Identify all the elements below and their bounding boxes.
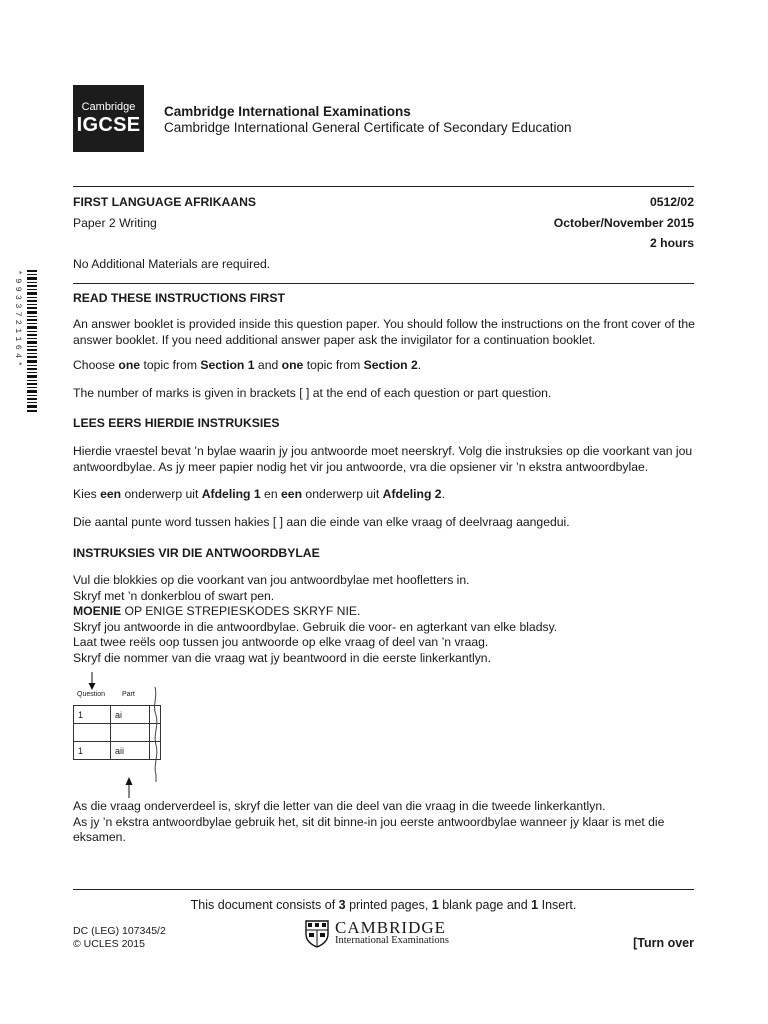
sample-cell-part: ai xyxy=(111,706,150,724)
sample-cell-part xyxy=(111,724,150,742)
text-run: topic from xyxy=(140,358,201,372)
document-page-count xyxy=(73,898,694,912)
exam-session: October/November 2015 xyxy=(553,216,694,230)
af-paragraph-punte: Die aantal punte word tussen hakies [ ] aan die einde van elke vraag of deelvraag aangedui. xyxy=(73,515,570,529)
af-paragraph-kies xyxy=(73,487,698,503)
logo-bottom-text: IGCSE xyxy=(76,114,141,136)
text-run: OP ENIGE STREPIESKODES SKRYF NIE. xyxy=(121,604,361,618)
paper-label: Paper 2 Writing xyxy=(73,216,157,230)
text-run: onderwerp uit xyxy=(302,487,383,501)
text-run: Kies xyxy=(73,487,101,501)
heading-lees-instruksies: LEES EERS HIERDIE INSTRUKSIES xyxy=(73,416,280,430)
text-run-bold: MOENIE xyxy=(73,604,122,618)
heading-read-instructions: READ THESE INSTRUCTIONS FIRST xyxy=(73,291,285,305)
en-paragraph-marks: The number of marks is given in brackets [ ] at the end of each question or part question. xyxy=(73,386,552,400)
text-run: Insert. xyxy=(538,898,577,912)
footer-reference xyxy=(73,925,166,951)
text-run: en xyxy=(260,487,282,501)
page-edge-icon xyxy=(151,687,161,782)
sample-margin-diagram xyxy=(73,672,173,802)
text-run-bold: Section 1 xyxy=(200,358,255,372)
booklet-instruction-lines-2 xyxy=(73,799,698,846)
org-subtitle: Cambridge International General Certificate of Secondary Education xyxy=(164,120,572,135)
arrow-up-icon xyxy=(124,776,134,798)
sample-table xyxy=(73,705,161,760)
text-run: onderwerp uit xyxy=(121,487,202,501)
sample-question-header: Question xyxy=(77,691,106,698)
crest-icon xyxy=(305,920,329,948)
igcse-logo xyxy=(73,85,144,152)
booklet-line: Skryf die nommer van die vraag wat jy beantwoord in die eerste linkerkantlyn. xyxy=(73,650,491,665)
sample-cell-question: 1 xyxy=(74,706,111,724)
sample-part-header: Part xyxy=(122,691,135,698)
booklet-line: Skryf jou antwoorde in die antwoordbylae. Gebruik die voor- en agterkant van elke bladsy. xyxy=(73,619,558,634)
af-paragraph-bylae: Hierdie vraestel bevat ’n bylae waarin jy jou antwoorde moet neerskryf. Volg die instruksies op die voorkant van jou antwoordbylae. As jy meer papier nodig het vir jou antwoorde, vra die opsiener vir ’n ekstra antwoordbylae. xyxy=(73,444,693,474)
sample-cell-question xyxy=(74,724,111,742)
cambridge-logo xyxy=(305,920,449,948)
text-run: . xyxy=(441,487,445,501)
footer-divider xyxy=(73,889,694,890)
text-run-bold: Afdeling 2 xyxy=(382,487,442,501)
document-ref: DC (LEG) 107345/2 xyxy=(73,925,166,937)
org-name: Cambridge International Examinations xyxy=(164,104,411,119)
paper-code: 0512/02 xyxy=(649,195,694,209)
text-run: . xyxy=(417,358,422,372)
booklet-line xyxy=(73,604,698,620)
barcode-digits: *9933721164* xyxy=(13,270,23,370)
cambridge-wordmark: CAMBRIDGE xyxy=(335,918,447,937)
booklet-line: As jy ’n ekstra antwoordbylae gebruik het, sit dit binne-in jou eerste antwoordbylae wanneer jy klaar is met die eksamen. xyxy=(73,814,665,844)
sample-row xyxy=(74,742,161,760)
text-run: and xyxy=(254,358,282,372)
text-run: printed pages, xyxy=(345,898,432,912)
text-run-bold: een xyxy=(281,487,303,501)
arrow-down-icon xyxy=(87,672,97,692)
text-run-bold: 1 xyxy=(531,898,539,912)
instructions-divider xyxy=(73,283,694,284)
text-run: blank page and xyxy=(438,898,532,912)
turn-over-note: [Turn over xyxy=(633,936,694,950)
en-paragraph-choose xyxy=(73,358,698,374)
booklet-line: Vul die blokkies op die voorkant van jou antwoordbylae met hoofletters in. xyxy=(73,573,470,587)
materials-note: No Additional Materials are required. xyxy=(73,257,271,271)
booklet-line: As die vraag onderverdeel is, skryf die letter van die deel van die vraag in die tweede linkerkantlyn. xyxy=(73,799,606,813)
booklet-line: Skryf met ’n donkerblou of swart pen. xyxy=(73,588,275,603)
text-run: This document consists of xyxy=(190,898,339,912)
booklet-line: Laat twee reëls oop tussen jou antwoorde op elke vraag of deel van ’n vraag. xyxy=(73,635,489,649)
sample-row xyxy=(74,706,161,724)
barcode-icon xyxy=(27,270,37,412)
subject-title: FIRST LANGUAGE AFRIKAANS xyxy=(73,195,257,209)
logo-top-text: Cambridge xyxy=(81,101,136,113)
sample-row xyxy=(74,724,161,742)
text-run: topic from xyxy=(303,358,364,372)
text-run: Choose xyxy=(73,358,119,372)
heading-antwoordbylae: INSTRUKSIES VIR DIE ANTWOORDBYLAE xyxy=(73,546,320,560)
exam-duration: 2 hours xyxy=(649,236,694,250)
text-run-bold: Afdeling 1 xyxy=(201,487,261,501)
sample-cell-question: 1 xyxy=(74,742,111,760)
text-run-bold: 1 xyxy=(431,898,439,912)
text-run-bold: Section 2 xyxy=(363,358,418,372)
cambridge-wordmark-sub: International Examinations xyxy=(335,935,450,946)
booklet-instruction-lines xyxy=(73,573,698,666)
sample-cell-part: aii xyxy=(111,742,150,760)
copyright: © UCLES 2015 xyxy=(73,938,145,950)
text-run-bold: een xyxy=(100,487,122,501)
text-run-bold: one xyxy=(281,358,304,372)
text-run-bold: one xyxy=(118,358,141,372)
en-paragraph-booklet: An answer booklet is provided inside this question paper. You should follow the instructions on the front cover of the answer booklet. If you need additional answer paper ask the invigilator for a continuation booklet. xyxy=(73,317,695,347)
text-run-bold: 3 xyxy=(338,898,346,912)
header-divider xyxy=(73,186,694,187)
organisation-block xyxy=(164,104,571,136)
